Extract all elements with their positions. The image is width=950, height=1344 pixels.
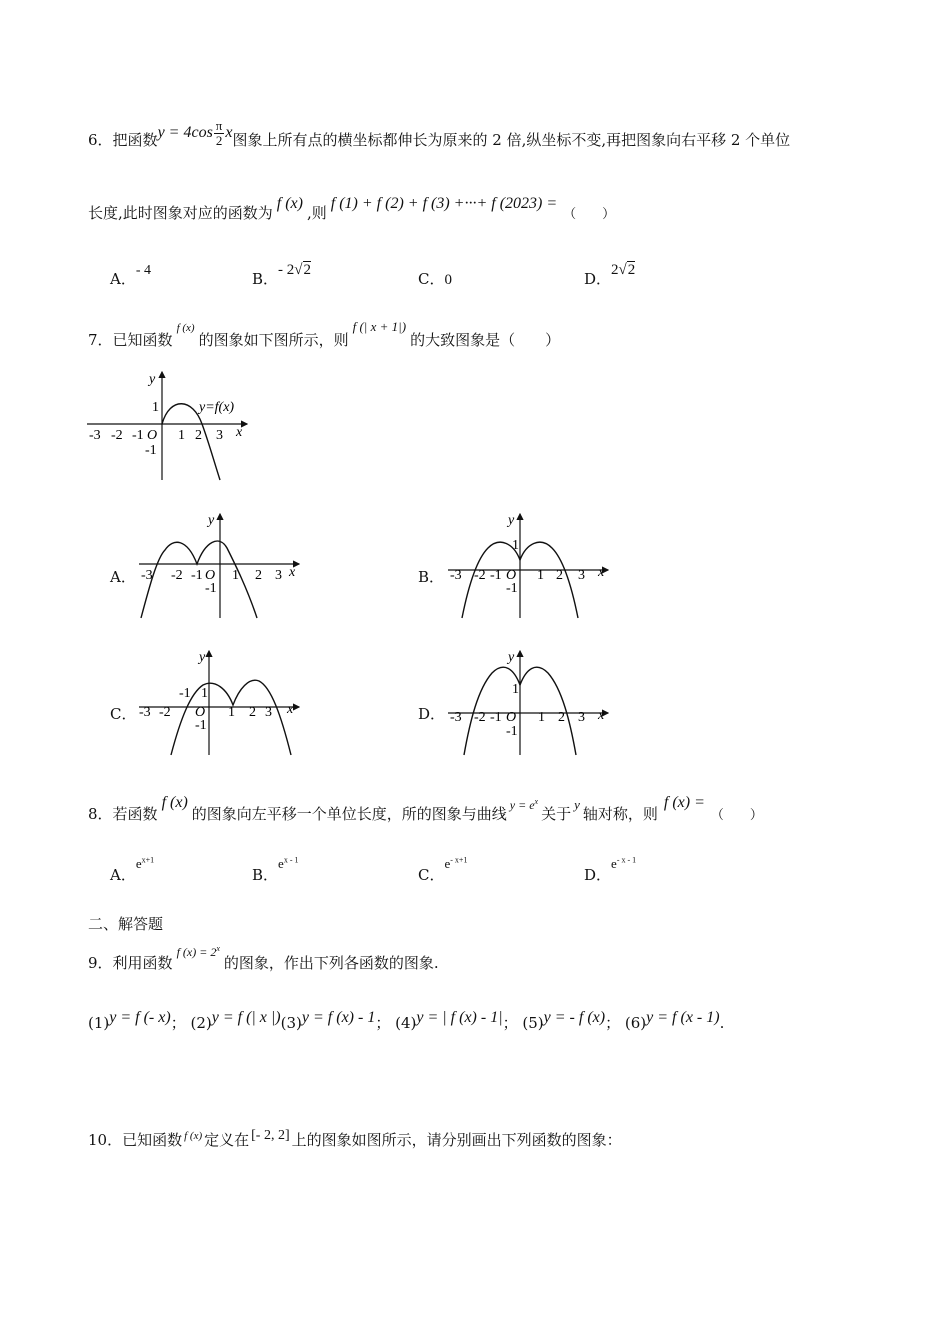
svg-text:-3: -3 bbox=[450, 568, 462, 583]
svg-text:-2: -2 bbox=[474, 568, 486, 583]
q8-text-4: 轴对称，则 bbox=[582, 805, 658, 823]
q9-items bbox=[88, 1011, 724, 1036]
q7-number: 7． bbox=[88, 331, 113, 349]
main-graph-x-tick: -2 bbox=[111, 428, 123, 443]
q7-fx: f (x) bbox=[176, 322, 195, 334]
q9-formula: f (x) = 2x bbox=[176, 944, 220, 959]
q6-sum: f (1) + f (2) + f (3) +···+ f (2023) = bbox=[330, 195, 558, 212]
main-graph-y-tick: -1 bbox=[145, 443, 157, 458]
svg-text:3: 3 bbox=[275, 568, 282, 583]
q7-option-d-graph[interactable] bbox=[444, 645, 614, 757]
svg-text:-3: -3 bbox=[450, 710, 462, 725]
q7-main-graph bbox=[85, 368, 255, 483]
q10-text-3: 上的图象如图所示，请分别画出下列函数的图象： bbox=[291, 1131, 622, 1149]
svg-text:1: 1 bbox=[538, 710, 545, 725]
q6-formula: y = 4cos $\frac{\pi}{2}$ x bbox=[157, 117, 233, 148]
q8-option-d[interactable]: D．$e^{- x - 1}$ bbox=[584, 855, 637, 884]
main-graph-x-tick: 2 bbox=[195, 428, 202, 443]
main-graph-x-tick: -1 bbox=[132, 428, 144, 443]
q10-number: 10． bbox=[88, 1131, 123, 1149]
svg-text:2: 2 bbox=[249, 705, 256, 720]
q7-option-c-label[interactable]: C． bbox=[110, 705, 137, 723]
q7-option-b-graph[interactable] bbox=[444, 508, 614, 620]
q7-option-b-label[interactable]: B． bbox=[418, 568, 445, 586]
q7-line1 bbox=[88, 319, 561, 354]
q8-curve: y = ex bbox=[509, 797, 539, 812]
main-graph-x-tick: 3 bbox=[216, 428, 223, 443]
svg-text:x: x bbox=[598, 565, 605, 580]
main-graph-x-tick: -3 bbox=[89, 428, 101, 443]
q10-interval: [- 2, 2] bbox=[251, 1128, 290, 1143]
q6-text-2: 图象上所有点的横坐标都伸长为原来的 2 倍,纵坐标不变,再把图象向右平移 2 个单位 bbox=[232, 131, 791, 149]
q8-fx2: f (x) = bbox=[663, 794, 705, 811]
q9-item: (6)y = f (x - 1). bbox=[624, 1009, 725, 1032]
svg-text:x: x bbox=[289, 565, 296, 580]
svg-text:1: 1 bbox=[232, 568, 239, 583]
svg-text:x: x bbox=[287, 702, 294, 717]
main-graph-curve-label: y=f(x) bbox=[199, 400, 235, 415]
svg-text:-2: -2 bbox=[474, 710, 486, 725]
q8-text-3: 关于 bbox=[541, 805, 572, 823]
svg-text:2: 2 bbox=[556, 568, 563, 583]
svg-text:O: O bbox=[506, 568, 517, 583]
svg-text:O: O bbox=[205, 568, 216, 583]
main-graph-x-tick: 1 bbox=[178, 428, 185, 443]
main-graph-y-axis-label: y bbox=[149, 372, 156, 387]
q7-option-a-label[interactable]: A． bbox=[110, 568, 136, 586]
q6-fx: f (x) bbox=[276, 195, 303, 212]
q7-text-3: 的大致图象是（ ） bbox=[410, 331, 561, 349]
q9-item: (3)y = f (x) - 1； bbox=[280, 1009, 391, 1032]
q9-number: 9． bbox=[88, 954, 113, 972]
q8-axis: y bbox=[574, 797, 580, 812]
svg-text:-3: -3 bbox=[141, 568, 153, 583]
q7-fabs: f (| x + 1|) bbox=[352, 319, 407, 334]
q10-text-1: 已知函数 bbox=[122, 1131, 183, 1149]
svg-text:1: 1 bbox=[228, 705, 235, 720]
svg-text:-3: -3 bbox=[139, 705, 151, 720]
q8-option-a[interactable]: A．$e^{x+1}$ bbox=[110, 855, 155, 884]
svg-text:-1: -1 bbox=[506, 581, 518, 596]
q6-option-c[interactable]: C．0 bbox=[418, 270, 452, 288]
q6-answer-bracket: （ ） bbox=[563, 207, 616, 222]
svg-text:1: 1 bbox=[537, 568, 544, 583]
q6-number: 6． bbox=[88, 131, 113, 149]
main-graph-y-tick: 1 bbox=[152, 400, 159, 415]
svg-text:y: y bbox=[508, 650, 515, 665]
svg-text:-1: -1 bbox=[490, 710, 502, 725]
q6-line1 bbox=[88, 117, 791, 160]
svg-text:-1: -1 bbox=[205, 581, 217, 596]
q6-text-3: 长度,此时图象对应的函数为 bbox=[88, 204, 273, 222]
svg-text:O: O bbox=[506, 710, 517, 725]
svg-text:y: y bbox=[208, 513, 215, 528]
q6-option-a[interactable]: A．- 4 bbox=[110, 263, 152, 288]
q6-text-1: 把函数 bbox=[112, 131, 158, 149]
q9-line1 bbox=[88, 944, 439, 976]
svg-text:-2: -2 bbox=[171, 568, 183, 583]
q10-line1 bbox=[88, 1128, 622, 1154]
svg-text:1: 1 bbox=[512, 538, 519, 553]
svg-text:1: 1 bbox=[201, 686, 208, 701]
q7-text-1: 已知函数 bbox=[112, 331, 173, 349]
svg-text:2: 2 bbox=[255, 568, 262, 583]
q9-text-2: 的图象，作出下列各函数的图象. bbox=[223, 954, 439, 972]
svg-text:-1: -1 bbox=[179, 686, 191, 701]
q8-line1 bbox=[88, 794, 763, 828]
q10-fx: f (x) bbox=[184, 1130, 203, 1142]
q10-text-2: 定义在 bbox=[204, 1131, 250, 1149]
svg-text:-1: -1 bbox=[506, 724, 518, 739]
q8-answer-bracket: （ ） bbox=[710, 808, 763, 823]
q6-line2 bbox=[88, 193, 615, 235]
q7-option-c-graph[interactable] bbox=[135, 645, 305, 757]
q8-option-b[interactable]: B．$e^{x - 1}$ bbox=[252, 855, 299, 884]
q9-item: (2)y = f (| x |) bbox=[190, 1009, 281, 1032]
q7-option-d-label[interactable]: D． bbox=[418, 705, 446, 723]
section-heading: 二、解答题 bbox=[88, 915, 164, 933]
q9-item: (5)y = - f (x)； bbox=[522, 1009, 621, 1032]
svg-text:-1: -1 bbox=[490, 568, 502, 583]
svg-text:x: x bbox=[598, 708, 605, 723]
svg-text:-1: -1 bbox=[191, 568, 203, 583]
q8-fx: f (x) bbox=[161, 794, 188, 811]
svg-text:-2: -2 bbox=[159, 705, 171, 720]
main-graph-origin: O bbox=[147, 428, 158, 443]
q8-text-2: 的图象向左平移一个单位长度，所的图象与曲线 bbox=[191, 805, 507, 823]
q7-option-a-graph[interactable] bbox=[135, 508, 305, 620]
svg-text:3: 3 bbox=[578, 710, 585, 725]
q9-text-1: 利用函数 bbox=[112, 954, 173, 972]
q6-text-4: ,则 bbox=[306, 204, 327, 222]
svg-text:y: y bbox=[199, 650, 206, 665]
q7-text-2: 的图象如下图所示，则 bbox=[198, 331, 349, 349]
svg-text:1: 1 bbox=[512, 682, 519, 697]
q8-number: 8． bbox=[88, 805, 113, 823]
q6-option-d[interactable]: D．2√2 bbox=[584, 262, 636, 288]
q8-option-c[interactable]: C．$e^{- x+1}$ bbox=[418, 855, 468, 884]
q6-option-b[interactable]: B．- 2√2 bbox=[252, 262, 312, 288]
svg-text:y: y bbox=[508, 513, 515, 528]
svg-text:3: 3 bbox=[578, 568, 585, 583]
q8-text-1: 若函数 bbox=[112, 805, 158, 823]
q9-item: (4)y = | f (x) - 1|； bbox=[395, 1009, 518, 1032]
main-graph-x-axis-label: x bbox=[236, 425, 243, 440]
svg-text:3: 3 bbox=[265, 705, 272, 720]
svg-text:-1: -1 bbox=[195, 718, 207, 733]
svg-text:2: 2 bbox=[558, 710, 565, 725]
svg-text:O: O bbox=[195, 705, 206, 720]
q9-item: (1)y = f (- x)； bbox=[88, 1009, 186, 1032]
